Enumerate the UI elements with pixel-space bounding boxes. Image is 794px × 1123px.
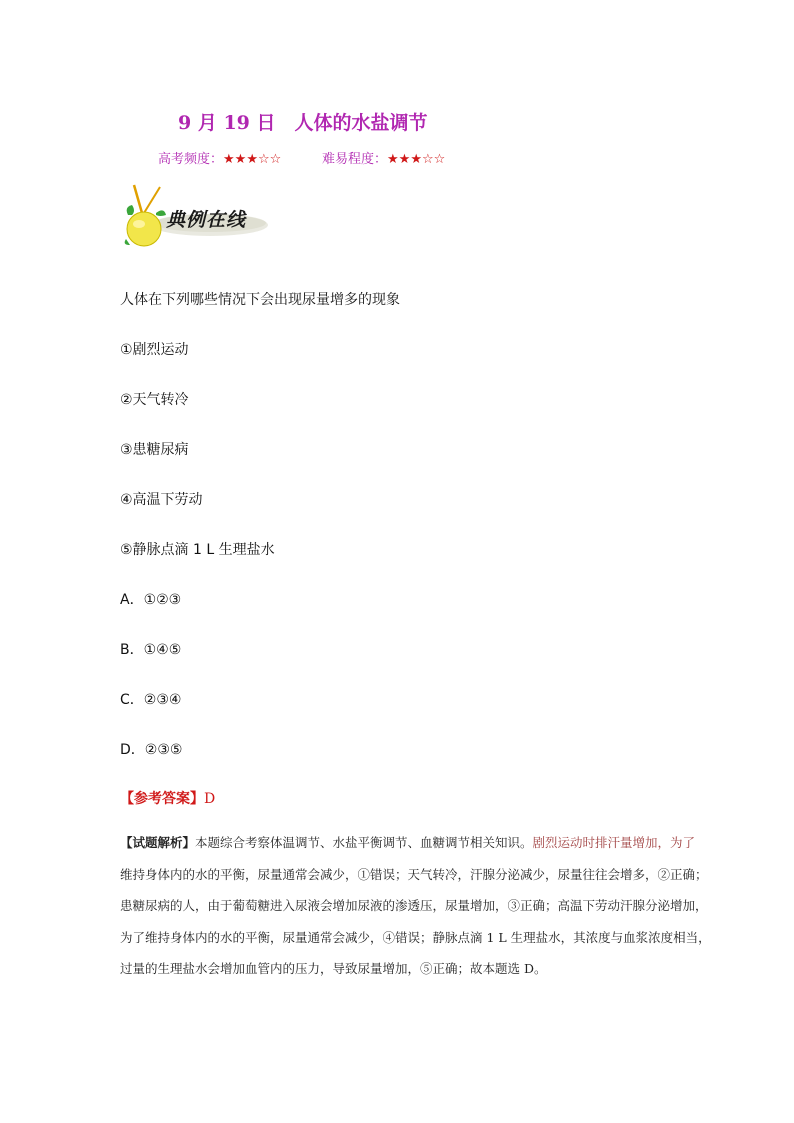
- analysis-line: 维持身体内的水的平衡，尿量通常会减少，①错误；天气转冷，汗腺分泌减少，尿量往往会增多，②正确；: [120, 866, 708, 882]
- answer-option-a: A．①②③: [120, 592, 182, 608]
- analysis-line: [120, 827, 770, 859]
- question-item: ②天气转冷: [120, 392, 189, 408]
- analysis-line: 过量的生理盐水会增加血管内的压力，导致尿量增加，⑤正确；故本题选 D。: [120, 961, 547, 976]
- reference-answer-label: 【参考答案】: [120, 791, 204, 807]
- analysis-block: [120, 827, 770, 985]
- answer-option-d: D．②③⑤: [120, 742, 183, 758]
- example-online-badge: [120, 183, 272, 249]
- difficulty: [322, 148, 445, 167]
- reference-answer: [120, 788, 215, 808]
- exam-frequency: [158, 148, 281, 167]
- analysis-line: 患糖尿病的人，由于葡萄糖进入尿液会增加尿液的渗透压，尿量增加，③正确；高温下劳动汗腺分泌增加，: [120, 898, 708, 913]
- answer-option-b: B．①④⑤: [120, 642, 182, 658]
- answer-option-c: C．②③④: [120, 692, 182, 708]
- difficulty-label: 难易程度：: [322, 152, 388, 167]
- question-stem: 人体在下列哪些情况下会出现尿量增多的现象: [120, 292, 400, 308]
- question-item: ③患糖尿病: [120, 442, 189, 458]
- reference-answer-value: D: [204, 791, 216, 807]
- analysis-line: 为了维持身体内的水的平衡，尿量通常会减少，④错误；静脉点滴 1 L 生理盐水，其浓度与血浆浓度相当，: [120, 929, 711, 945]
- analysis-text: 剧烈运动时排汗量增加，为了: [532, 835, 696, 850]
- difficulty-stars: ★★★☆☆: [387, 152, 446, 167]
- question-item: ④高温下劳动: [120, 492, 203, 508]
- exam-frequency-stars: ★★★☆☆: [223, 152, 282, 167]
- badge-label: 典例在线: [166, 209, 247, 231]
- analysis-label: 【试题解析】: [120, 835, 196, 850]
- page-title: 9 月 19 日 人体的水盐调节: [178, 112, 428, 134]
- question-item: ①剧烈运动: [120, 342, 189, 358]
- exam-frequency-label: 高考频度：: [158, 152, 224, 167]
- analysis-text: 本题综合考察体温调节、水盐平衡调节、血糖调节相关知识。: [195, 835, 533, 850]
- question-item: ⑤静脉点滴 1 L 生理盐水: [120, 542, 275, 558]
